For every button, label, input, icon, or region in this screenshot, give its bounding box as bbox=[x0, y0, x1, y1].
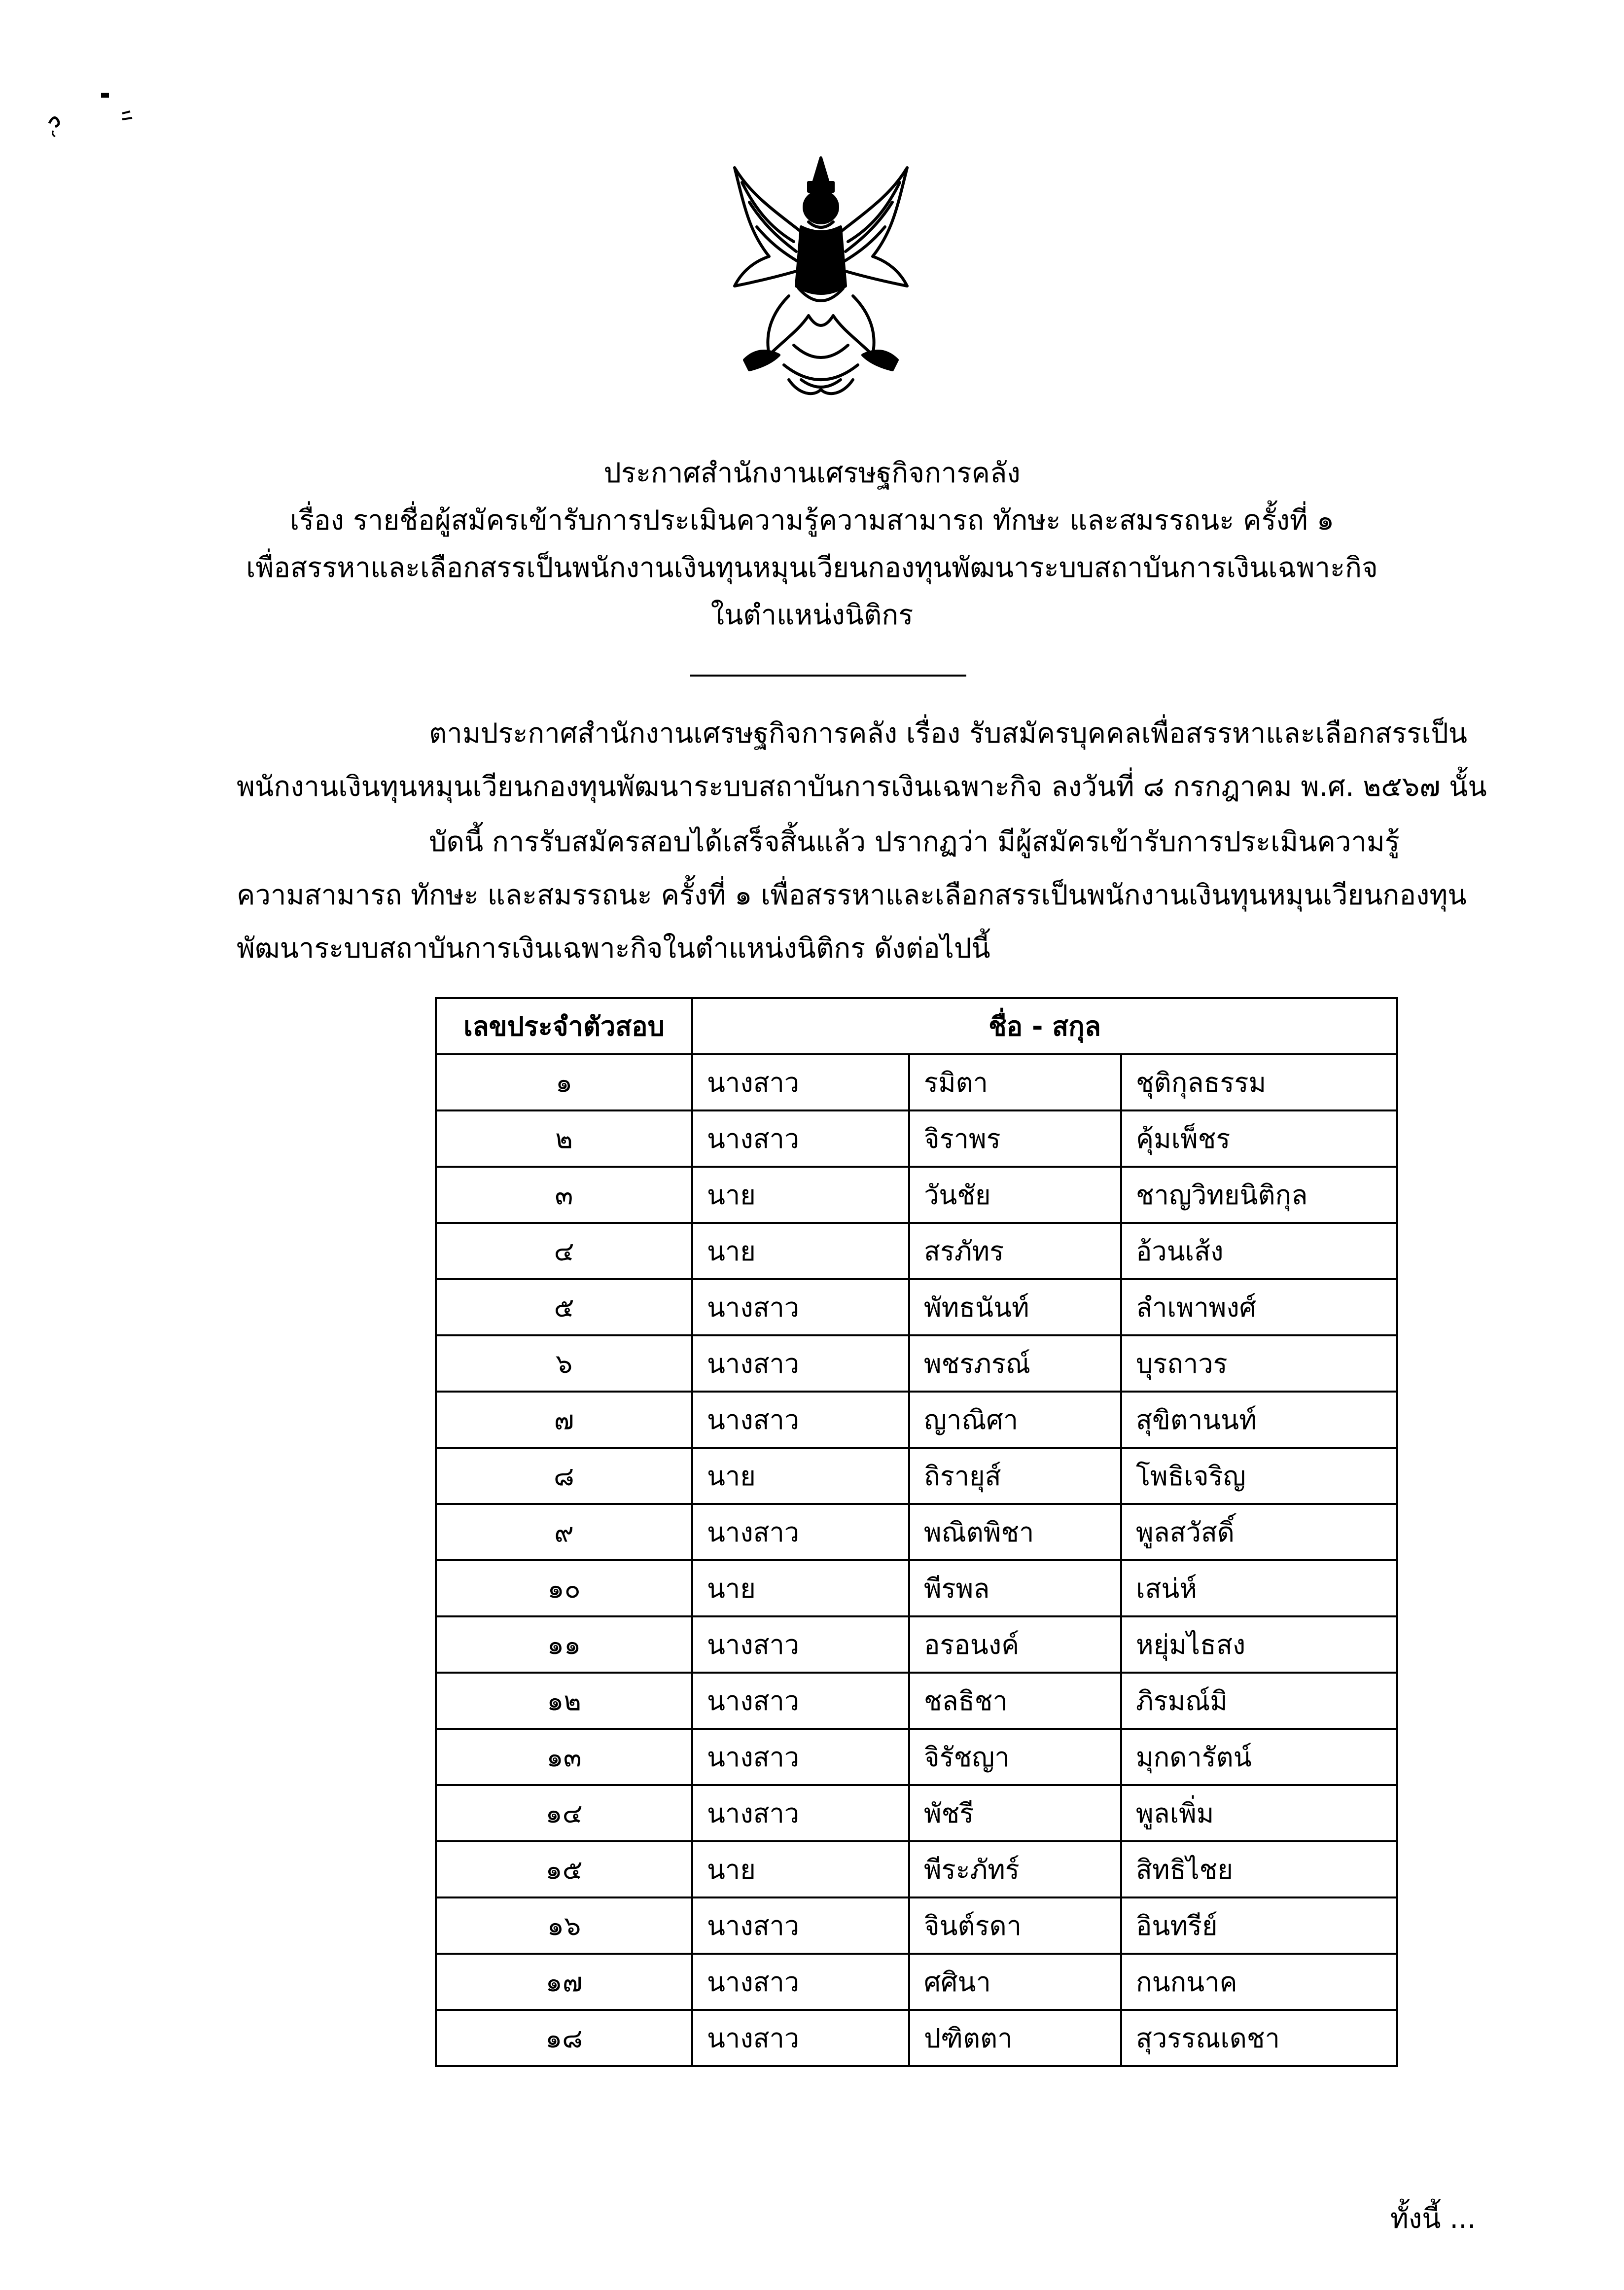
table-row bbox=[436, 1054, 1397, 1110]
title-cell: นาย bbox=[692, 1167, 909, 1223]
exam-id-cell: ๓ bbox=[436, 1167, 692, 1223]
table-row bbox=[436, 1729, 1397, 1785]
first-name-cell: ชลธิชา bbox=[909, 1673, 1121, 1729]
column-header-exam-id: เลขประจำตัวสอบ bbox=[436, 998, 692, 1054]
table-header-row bbox=[436, 998, 1397, 1054]
last-name-cell: สิทธิไชย bbox=[1121, 1841, 1397, 1897]
title-cell: นางสาว bbox=[692, 1110, 909, 1167]
announcement-subject-line-3: ในตำแหน่งนิติกร bbox=[710, 599, 914, 631]
last-name-cell: อินทรีย์ bbox=[1121, 1897, 1397, 1954]
paragraph-1-line-2: พนักงานเงินทุนหมุนเวียนกองทุนพัฒนาระบบสถาบันการเงินเฉพาะกิจ ลงวันที่ ๘ กรกฎาคม พ.ศ. ๒๕๖๗ นั้น bbox=[237, 771, 1487, 803]
candidate-table bbox=[435, 997, 1398, 2067]
last-name-cell: พูลเพิ่ม bbox=[1121, 1785, 1397, 1841]
title-cell: นาย bbox=[692, 1448, 909, 1504]
first-name-cell: รมิตา bbox=[909, 1054, 1121, 1110]
last-name-cell: คุ้มเพ็ชร bbox=[1121, 1110, 1397, 1167]
exam-id-cell: ๘ bbox=[436, 1448, 692, 1504]
exam-id-cell: ๑๑ bbox=[436, 1616, 692, 1673]
exam-id-cell: ๑๕ bbox=[436, 1841, 692, 1897]
announcement-subject-line-2: เพื่อสรรหาและเลือกสรรเป็นพนักงานเงินทุนหมุนเวียนกองทุนพัฒนาระบบสถาบันการเงินเฉพาะกิจ bbox=[246, 552, 1378, 584]
corner-mark-icon bbox=[39, 84, 148, 143]
exam-id-cell: ๑๓ bbox=[436, 1729, 692, 1785]
title-cell: นางสาว bbox=[692, 1729, 909, 1785]
heading-divider bbox=[690, 675, 966, 677]
last-name-cell: ชาญวิทยนิติกุล bbox=[1121, 1167, 1397, 1223]
garuda-emblem-icon bbox=[715, 148, 927, 404]
first-name-cell: วันชัย bbox=[909, 1167, 1121, 1223]
table-row bbox=[436, 1223, 1397, 1279]
first-name-cell: ปฑิตตา bbox=[909, 2010, 1121, 2066]
first-name-cell: พัชรี bbox=[909, 1785, 1121, 1841]
last-name-cell: มุกดารัตน์ bbox=[1121, 1729, 1397, 1785]
first-name-cell: พัทธนันท์ bbox=[909, 1279, 1121, 1335]
table-row bbox=[436, 1167, 1397, 1223]
last-name-cell: อ้วนเส้ง bbox=[1121, 1223, 1397, 1279]
exam-id-cell: ๖ bbox=[436, 1335, 692, 1392]
last-name-cell: หยุ่มไธสง bbox=[1121, 1616, 1397, 1673]
title-cell: นาย bbox=[692, 1841, 909, 1897]
title-cell: นางสาว bbox=[692, 2010, 909, 2066]
title-cell: นางสาว bbox=[692, 1616, 909, 1673]
first-name-cell: ศศินา bbox=[909, 1954, 1121, 2010]
exam-id-cell: ๑๖ bbox=[436, 1897, 692, 1954]
paragraph-2-line-1: บัดนี้ การรับสมัครสอบได้เสร็จสิ้นแล้ว ปรากฏว่า มีผู้สมัครเข้ารับการประเมินความรู้ bbox=[429, 826, 1400, 858]
exam-id-cell: ๔ bbox=[436, 1223, 692, 1279]
title-cell: นางสาว bbox=[692, 1335, 909, 1392]
last-name-cell: กนกนาค bbox=[1121, 1954, 1397, 2010]
exam-id-cell: ๑๗ bbox=[436, 1954, 692, 2010]
table-row bbox=[436, 1448, 1397, 1504]
first-name-cell: อรอนงค์ bbox=[909, 1616, 1121, 1673]
exam-id-cell: ๗ bbox=[436, 1392, 692, 1448]
title-cell: นางสาว bbox=[692, 1785, 909, 1841]
table-row bbox=[436, 1616, 1397, 1673]
exam-id-cell: ๑๒ bbox=[436, 1673, 692, 1729]
table-row bbox=[436, 1841, 1397, 1897]
first-name-cell: จินต์รดา bbox=[909, 1897, 1121, 1954]
column-header-full-name: ชื่อ - สกุล bbox=[692, 998, 1397, 1054]
last-name-cell: เสน่ห์ bbox=[1121, 1560, 1397, 1616]
first-name-cell: จิราพร bbox=[909, 1110, 1121, 1167]
title-cell: นาย bbox=[692, 1560, 909, 1616]
table-row bbox=[436, 1673, 1397, 1729]
table-body bbox=[436, 1054, 1397, 2066]
first-name-cell: ญาณิศา bbox=[909, 1392, 1121, 1448]
table-row bbox=[436, 1392, 1397, 1448]
table-row bbox=[436, 1110, 1397, 1167]
table-row bbox=[436, 1279, 1397, 1335]
table-row bbox=[436, 1785, 1397, 1841]
table-row bbox=[436, 1335, 1397, 1392]
last-name-cell: ชุติกุลธรรม bbox=[1121, 1054, 1397, 1110]
title-cell: นางสาว bbox=[692, 1897, 909, 1954]
title-cell: นาย bbox=[692, 1223, 909, 1279]
first-name-cell: พณิตพิชา bbox=[909, 1504, 1121, 1560]
last-name-cell: ภิรมณ์มิ bbox=[1121, 1673, 1397, 1729]
table-row bbox=[436, 1897, 1397, 1954]
exam-id-cell: ๑๔ bbox=[436, 1785, 692, 1841]
last-name-cell: โพธิเจริญ bbox=[1121, 1448, 1397, 1504]
table-row bbox=[436, 1504, 1397, 1560]
title-cell: นางสาว bbox=[692, 1392, 909, 1448]
exam-id-cell: ๑ bbox=[436, 1054, 692, 1110]
first-name-cell: สรภัทร bbox=[909, 1223, 1121, 1279]
table-row bbox=[436, 1954, 1397, 2010]
exam-id-cell: ๑๐ bbox=[436, 1560, 692, 1616]
last-name-cell: ลำเพาพงศ์ bbox=[1121, 1279, 1397, 1335]
table-row bbox=[436, 1560, 1397, 1616]
title-cell: นางสาว bbox=[692, 1673, 909, 1729]
first-name-cell: พีระภัทร์ bbox=[909, 1841, 1121, 1897]
paragraph-1-line-1: ตามประกาศสำนักงานเศรษฐกิจการคลัง เรื่อง รับสมัครบุคคลเพื่อสรรหาและเลือกสรรเป็น bbox=[429, 717, 1468, 750]
first-name-cell: จิรัชญา bbox=[909, 1729, 1121, 1785]
title-cell: นางสาว bbox=[692, 1954, 909, 2010]
last-name-cell: สุขิตานนท์ bbox=[1121, 1392, 1397, 1448]
exam-id-cell: ๙ bbox=[436, 1504, 692, 1560]
announcement-title: ประกาศสำนักงานเศรษฐกิจการคลัง bbox=[603, 457, 1021, 489]
exam-id-cell: ๕ bbox=[436, 1279, 692, 1335]
last-name-cell: บุรถาวร bbox=[1121, 1335, 1397, 1392]
first-name-cell: ถิรายุส์ bbox=[909, 1448, 1121, 1504]
title-cell: นางสาว bbox=[692, 1279, 909, 1335]
paragraph-2-line-3: พัฒนาระบบสถาบันการเงินเฉพาะกิจในตำแหน่งนิติกร ดังต่อไปนี้ bbox=[237, 932, 990, 965]
first-name-cell: พีรพล bbox=[909, 1560, 1121, 1616]
paragraph-2-line-2: ความสามารถ ทักษะ และสมรรถนะ ครั้งที่ ๑ เพื่อสรรหาและเลือกสรรเป็นพนักงานเงินทุนหมุนเวียนกองทุน bbox=[237, 879, 1467, 911]
table-row bbox=[436, 2010, 1397, 2066]
title-cell: นางสาว bbox=[692, 1504, 909, 1560]
first-name-cell: พชรภรณ์ bbox=[909, 1335, 1121, 1392]
announcement-subject: เรื่อง รายชื่อผู้สมัครเข้ารับการประเมินความรู้ความสามารถ ทักษะ และสมรรถนะ ครั้งที่ ๑ bbox=[289, 504, 1335, 537]
exam-id-cell: ๒ bbox=[436, 1110, 692, 1167]
exam-id-cell: ๑๘ bbox=[436, 2010, 692, 2066]
last-name-cell: สุวรรณเดชา bbox=[1121, 2010, 1397, 2066]
title-cell: นางสาว bbox=[692, 1054, 909, 1110]
last-name-cell: พูลสวัสดิ์ bbox=[1121, 1504, 1397, 1560]
continuation-note: ทั้งนี้ ... bbox=[1390, 2203, 1476, 2235]
